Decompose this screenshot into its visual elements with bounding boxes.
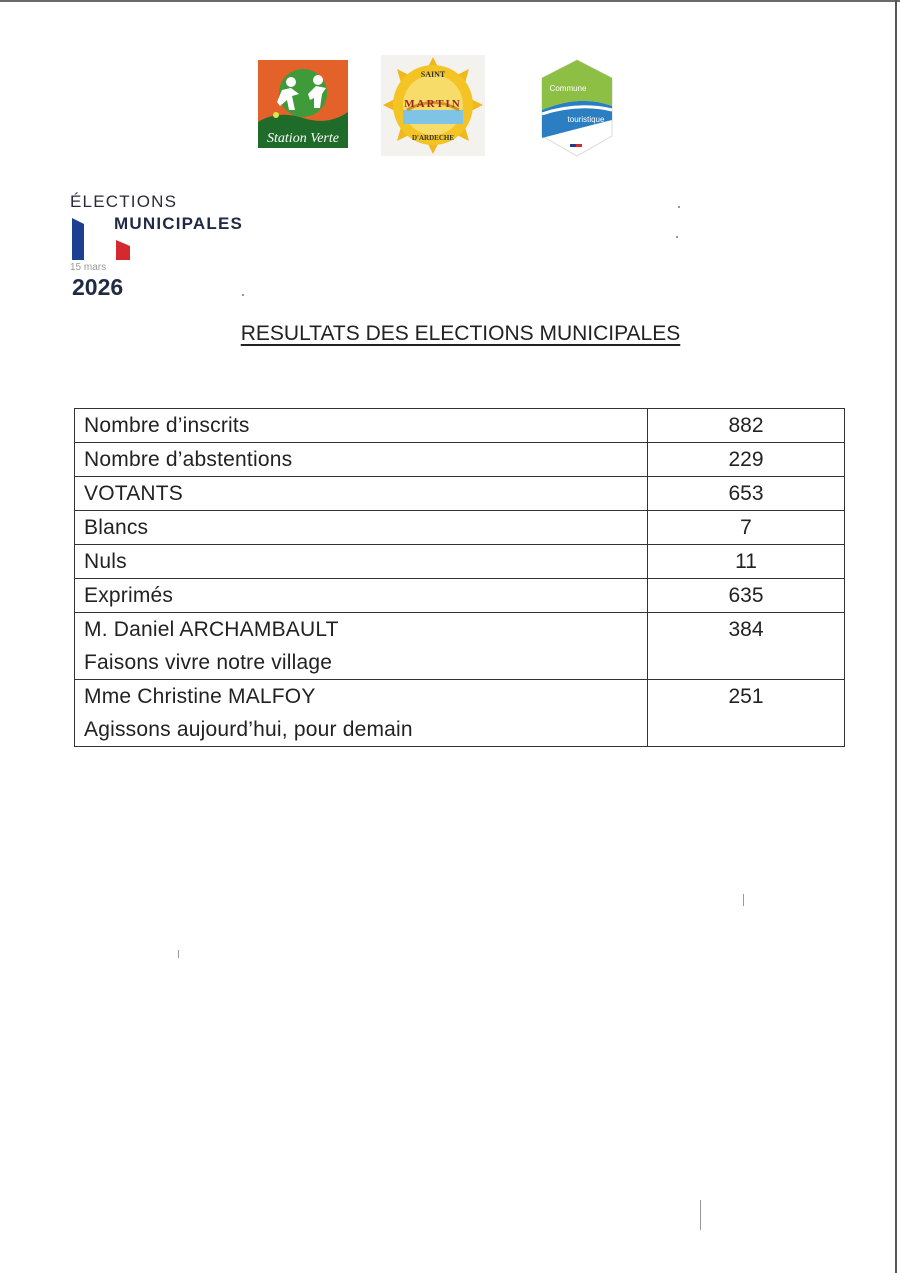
scan-speck <box>678 206 680 208</box>
row-value: 653 <box>648 477 845 511</box>
row-label: Nombre d’abstentions <box>75 443 648 477</box>
page-edge-top <box>0 0 900 2</box>
saint-text: SAINT <box>420 70 446 79</box>
station-verte-logo <box>258 60 348 148</box>
row-label: VOTANTS <box>75 477 648 511</box>
table-row <box>75 545 845 579</box>
results-table <box>74 408 845 747</box>
election-date: 15 mars <box>70 262 107 273</box>
candidate-list-name: Agissons aujourd’hui, pour demain <box>84 718 413 741</box>
candidate-name: Mme Christine MALFOY <box>84 685 316 708</box>
municipales-label: MUNICIPALES <box>114 214 244 233</box>
page-edge-right <box>895 0 897 1273</box>
scan-speck <box>242 294 244 296</box>
table-row <box>75 511 845 545</box>
table-row <box>75 443 845 477</box>
ardeche-text: D'ARDECHE <box>411 134 455 142</box>
commune-text: Commune <box>549 84 587 93</box>
table-row <box>75 477 845 511</box>
scan-speck <box>676 236 678 238</box>
candidate-cell <box>75 680 648 747</box>
scan-speck <box>743 894 744 906</box>
row-value: 635 <box>648 579 845 613</box>
elections-label: ÉLECTIONS <box>70 192 178 211</box>
table-row <box>75 409 845 443</box>
row-label: Nombre d’inscrits <box>75 409 648 443</box>
candidate-votes: 384 <box>648 613 845 680</box>
candidate-votes: 251 <box>648 680 845 747</box>
scan-speck <box>178 950 179 958</box>
row-label: Blancs <box>75 511 648 545</box>
table-row <box>75 579 845 613</box>
candidate-row <box>75 680 845 747</box>
candidate-list-name: Faisons vivre notre village <box>84 651 333 674</box>
row-value: 11 <box>648 545 845 579</box>
candidate-name: M. Daniel ARCHAMBAULT <box>84 618 339 641</box>
row-label: Nuls <box>75 545 648 579</box>
row-value: 882 <box>648 409 845 443</box>
scan-speck <box>700 1200 701 1230</box>
elections-municipales-logo <box>70 190 270 305</box>
page-title: RESULTATS DES ELECTIONS MUNICIPALES <box>240 322 681 345</box>
row-value: 7 <box>648 511 845 545</box>
election-year: 2026 <box>72 274 124 300</box>
saint-martin-logo <box>381 55 485 156</box>
commune-touristique-logo <box>540 58 614 158</box>
candidate-cell <box>75 613 648 680</box>
touristique-text: touristique <box>567 115 605 124</box>
row-label: Exprimés <box>75 579 648 613</box>
martin-text: MARTIN <box>404 98 462 110</box>
row-value: 229 <box>648 443 845 477</box>
candidate-row <box>75 613 845 680</box>
station-verte-text: Station Verte <box>267 131 339 146</box>
